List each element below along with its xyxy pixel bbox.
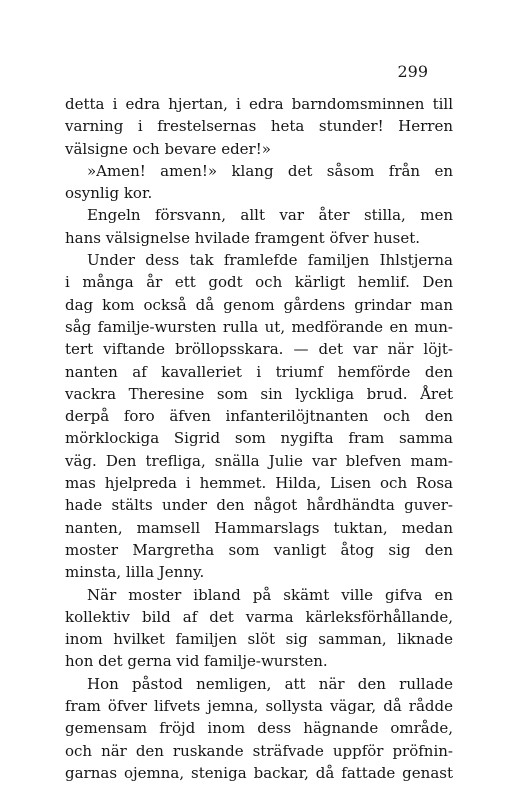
text-line: vackra Theresine som sin lyckliga brud. Året [65,384,453,403]
text-line: osynlig kor. [65,184,153,203]
text-line: hans välsignelse hvilade framgent öfver huset. [65,228,421,247]
text-line: nanten af kavalleriet i triumf hemförde den [65,362,453,381]
text-line: detta i edra hjertan, i edra barndomsminnen till [65,95,453,113]
page-number: 299 [397,62,428,81]
text-line: fram öfver lifvets jemna, sollysta vägar, då rådde [65,697,453,716]
text-line: varning i frestelsernas heta stunder! Herren [65,117,453,136]
text-line: gemensam fröjd inom dess hägnande område, [65,719,453,738]
text-line: dag kom också då genom gårdens grindar man [65,295,453,314]
text-line: välsigne och bevare eder!» [65,139,271,158]
text-line: och när den ruskande sträfvade uppför pröfnin- [65,741,453,760]
text-line: När moster ibland på skämt ville gifva en [87,585,453,604]
body-text [65,93,453,784]
text-line: mas hjelpreda i hemmet. Hilda, Lisen och Rosa [65,474,453,493]
text-line: kollektiv bild af det varma kärleksförhållande, [65,607,453,626]
text-line: Engeln försvann, allt var åter stilla, men [87,206,453,225]
text-line: derpå foro äfven infanterilöjtnanten och den [65,407,453,426]
text-line: hade stälts under den något hårdhändta guver- [65,496,453,515]
text-line: moster Margretha som vanligt åtog sig den [65,540,453,559]
text-line: såg familje-wursten rulla ut, medförande en mun- [65,317,453,336]
text-line: tert viftande bröllopsskara. — det var när löjt- [65,340,453,359]
text-line: väg. Den trefliga, snälla Julie var blefven mam- [65,451,453,470]
text-line: hon det gerna vid familje-wursten. [65,652,328,671]
text-line: garnas ojemna, steniga backar, då fattade genast [65,763,453,782]
text-line: minsta, lilla Jenny. [65,563,205,582]
text-line: »Amen! amen!» klang det såsom från en [87,161,453,180]
text-line: i många år ett godt och kärligt hemlif. Den [65,273,453,292]
text-line: mörklockiga Sigrid som nygifta fram samma [65,429,453,448]
text-line: Under dess tak framlefde familjen Ihlstjerna [87,251,453,270]
text-line: nanten, mamsell Hammarslags tuktan, medan [65,518,453,537]
text-line: inom hvilket familjen slöt sig samman, liknade [65,630,453,649]
text-line: Hon påstod nemligen, att när den rullade [87,674,453,693]
